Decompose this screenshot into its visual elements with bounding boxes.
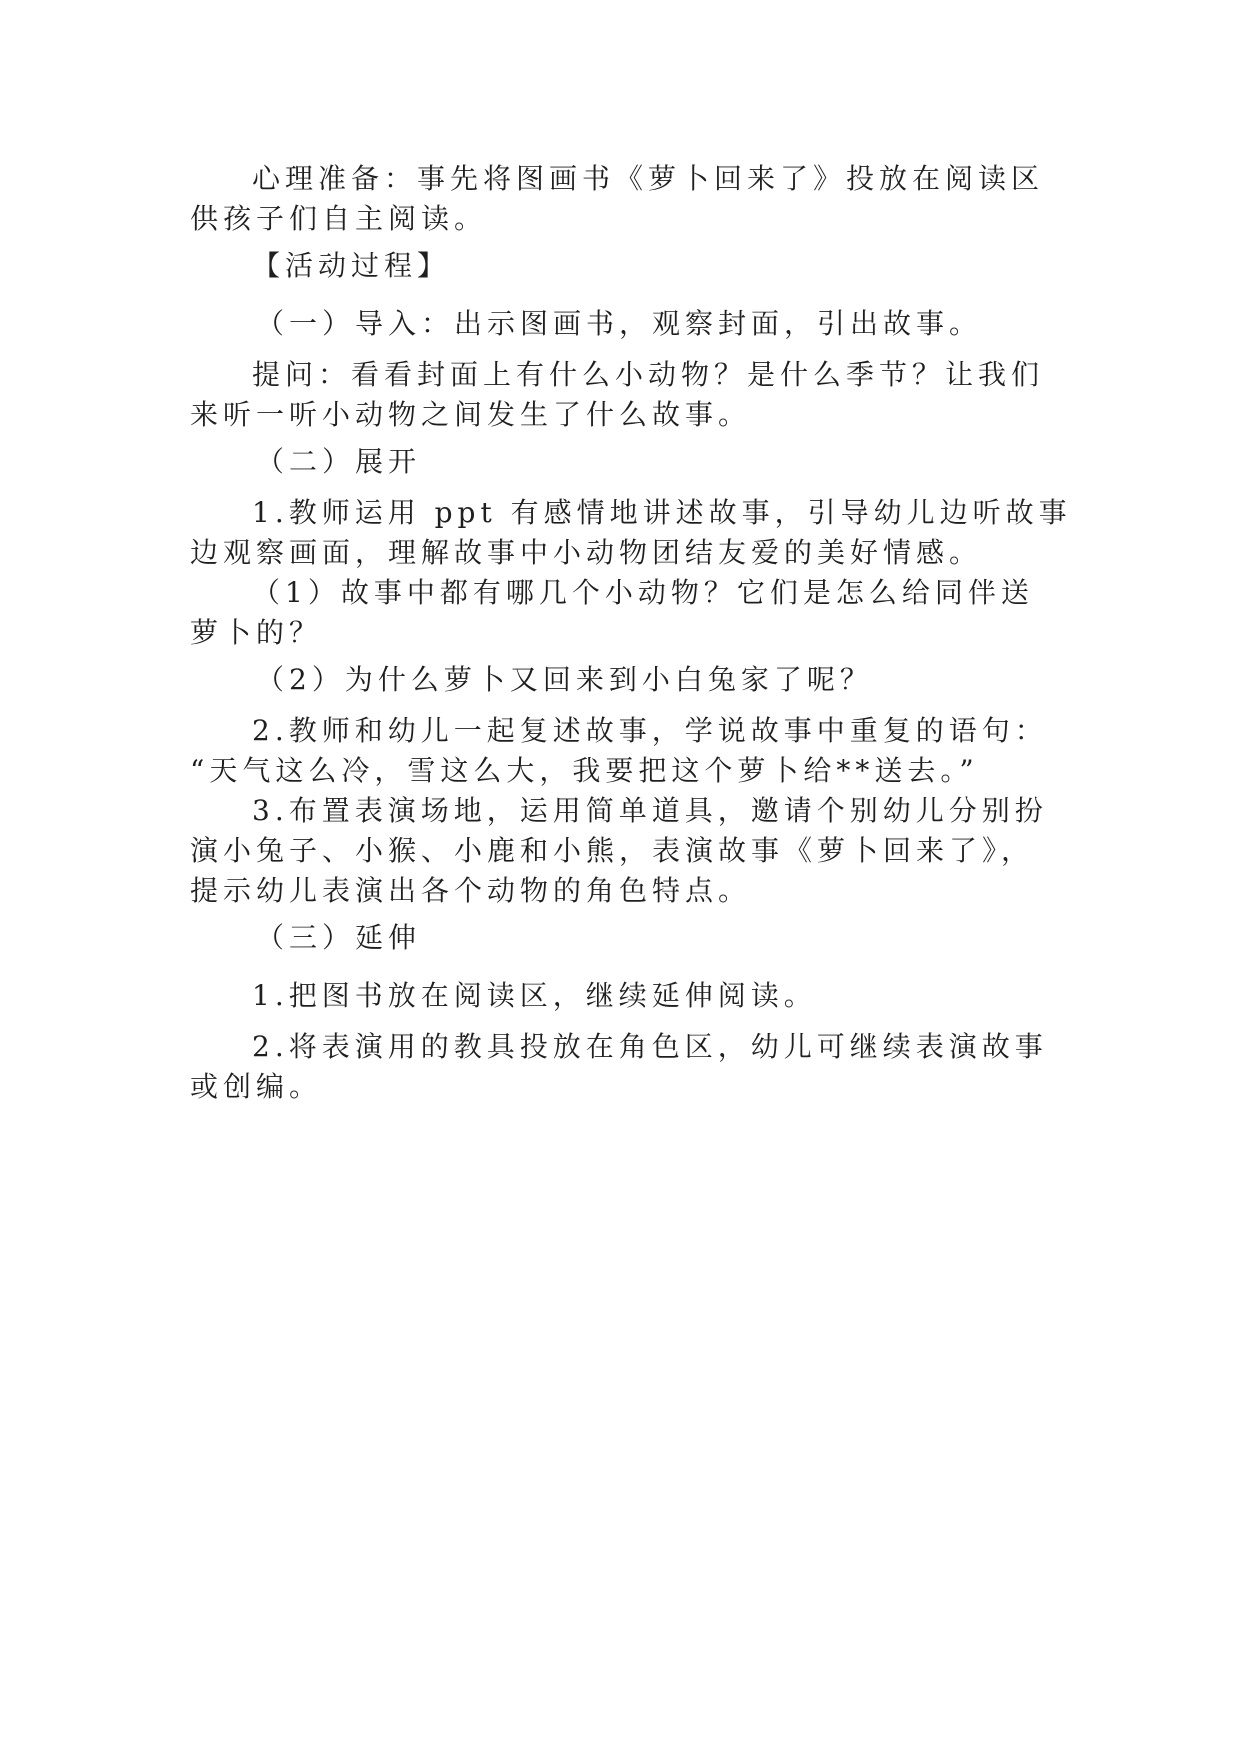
paragraph-line: 供孩子们自主阅读。: [190, 202, 488, 235]
paragraph-line: 或创编。: [190, 1070, 323, 1103]
paragraph-step-2: [190, 709, 1058, 789]
paragraph-line: 3.布置表演场地，运用简单道具，邀请个别幼儿分别扮: [252, 794, 1048, 827]
document-body: [190, 157, 1072, 1105]
section-heading-extension: （三）延伸: [256, 921, 422, 954]
section-heading-development: （二）展开: [256, 445, 422, 478]
paragraph-line: 心理准备：事先将图画书《萝卜回来了》投放在阅读区: [252, 162, 1045, 195]
paragraph-line: （1）故事中都有哪几个小动物？它们是怎么给同伴送: [252, 576, 1034, 609]
paragraph-line: “天气这么冷，雪这么大，我要把这个萝卜给**送去。”: [190, 754, 979, 787]
paragraph-line: 萝卜的？: [190, 616, 323, 649]
paragraph-subquestion-1: [190, 571, 1058, 651]
paragraph-psychological-preparation: [190, 157, 1058, 237]
paragraph-line: 边观察画面，理解故事中小动物团结友爱的美好情感。: [190, 536, 983, 569]
paragraph-question: [190, 353, 1058, 433]
section-heading-activity-process: 【活动过程】: [252, 249, 451, 282]
paragraph-line: 演小兔子、小猴、小鹿和小熊，表演故事《萝卜回来了》，: [190, 834, 1035, 867]
paragraph-line: 2.将表演用的教具投放在角色区，幼儿可继续表演故事: [252, 1030, 1048, 1063]
paragraph-line: 提问：看看封面上有什么小动物？是什么季节？让我们: [252, 358, 1045, 391]
paragraph-extension-1: 1.把图书放在阅读区，继续延伸阅读。: [252, 979, 817, 1012]
paragraph-line: 提示幼儿表演出各个动物的角色特点。: [190, 874, 752, 907]
paragraph-step-3: [190, 789, 1058, 909]
paragraph-line: 2.教师和幼儿一起复述故事，学说故事中重复的语句：: [252, 714, 1048, 747]
paragraph-subquestion-2: （2）为什么萝卜又回来到小白兔家了呢？: [256, 663, 873, 696]
paragraph-line: 1.教师运用 ppt 有感情地讲述故事，引导幼儿边听故事: [252, 496, 1072, 529]
paragraph-line: 来听一听小动物之间发生了什么故事。: [190, 398, 752, 431]
paragraph-step-1: [190, 491, 1072, 571]
paragraph-extension-2: [190, 1025, 1058, 1105]
section-heading-introduction: （一）导入：出示图画书，观察封面，引出故事。: [256, 307, 983, 340]
